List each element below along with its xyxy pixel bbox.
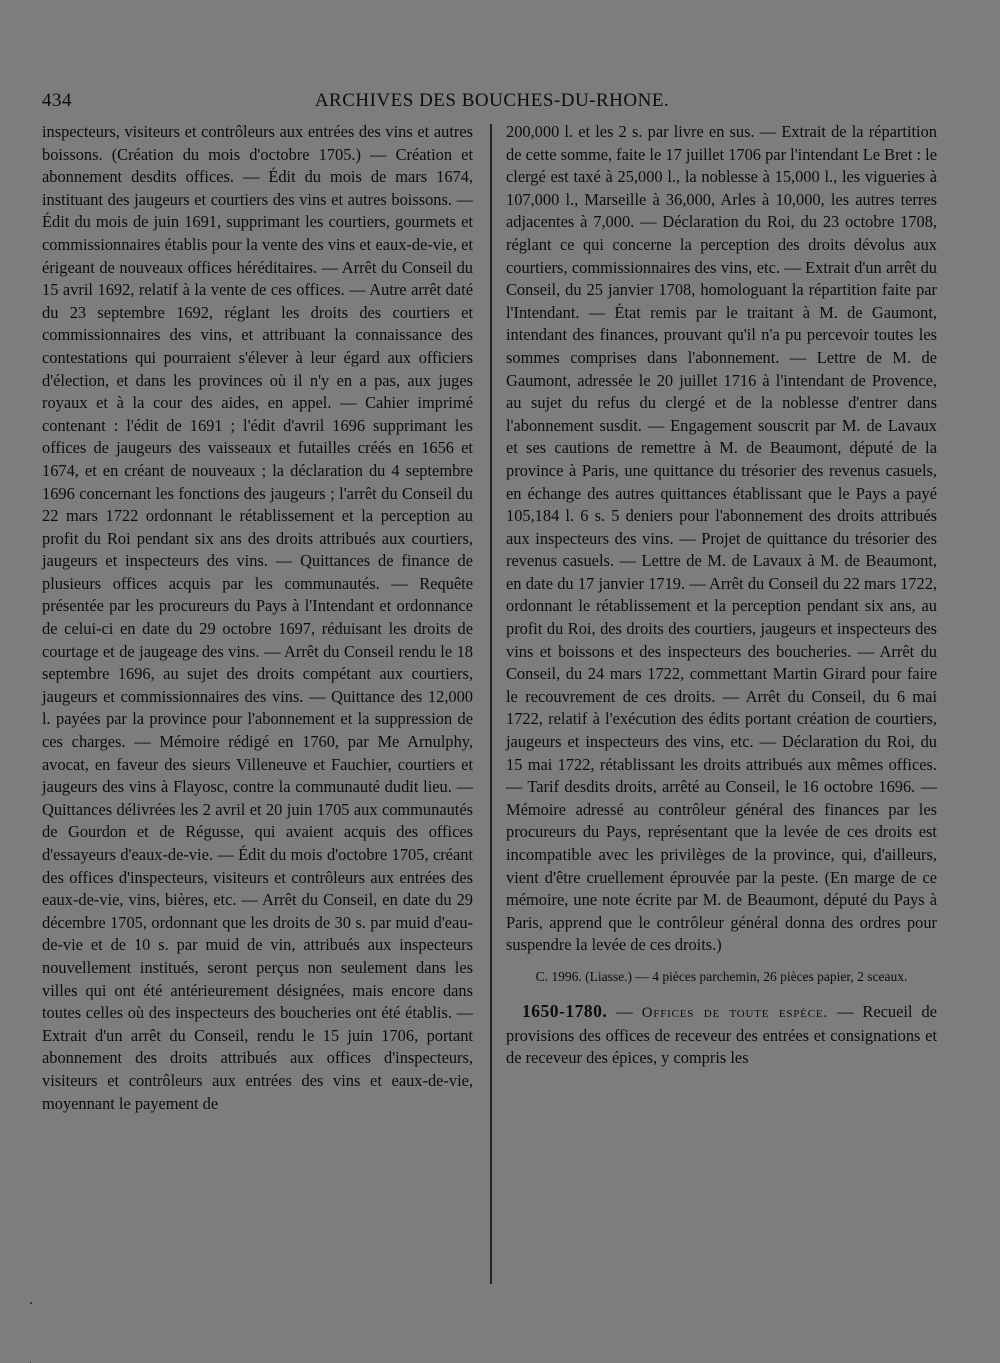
next-entry (506, 1000, 937, 1070)
paper-speck (30, 1302, 32, 1304)
right-column-text: 200,000 l. et les 2 s. par livre en sus. — Extrait de la répartition de cette somme, faite le 17 juillet 1706 par l'intendant Le Bret : le clergé est taxé à 25,000 l., la noblesse à 15,000 l., les vigueries à 107,000 l., Marseille à 36,000, Arles à 10,000, les autres terres adjacentes à 7,000. — Déclaration du Roi, du 23 octobre 1708, réglant ce qui concerne la perception des droits dévolus aux courtiers, commissionnaires des vins, etc. — Extrait d'un arrêt du Conseil, du 25 janvier 1708, homologuant la répartition faite par l'Intendant. — État remis par le traitant à M. de Gaumont, intendant des finances, prouvant qu'il n'a pu percevoir toutes les sommes comprises dans l'abonnement. — Lettre de M. de Gaumont, adressée le 20 juillet 1716 à l'intendant de Provence, au sujet du refus du clergé et de la noblesse d'entrer dans l'abonnement susdit. — Engagement souscrit par M. de Lavaux et ses cautions de remettre à M. de Beaumont, député de la province à Paris, une quittance du trésorier des revenus casuels, en échange des autres quittances établissant que le Pays a payé 105,184 l. 6 s. 5 deniers pour l'abonnement des droits attribués aux inspecteurs des vins. — Projet de quittance du trésorier des revenus casuels. — Lettre de M. de Lavaux à M. de Beaumont, en date du 17 janvier 1719. — Arrêt du Conseil du 22 mars 1722, ordonnant le rétablissement et la perception pendant six ans, au profit du Roi, des droits des courtiers, jaugeurs et inspecteurs des vins et boissons et des inspecteurs des boucheries. — Arrêt du Conseil, du 24 mars 1722, commettant Martin Girard pour faire le recouvrement de ces droits. — Arrêt du Conseil, du 6 mai 1722, relatif à l'exécution des édits portant création de courtiers, jaugeurs et inspecteurs des vins, etc. — Déclaration du Roi, du 15 mai 1722, rétablissant les droits attribués aux mêmes offices. — Tarif desdits droits, arrêté au Conseil, le 16 octobre 1696. — Mémoire adressé au contrôleur général des finances par les procureurs du Pays, représentant que la levée de ces droits est incompatible avec les privilèges de la province, qui, d'ailleurs, vient d'être cruellement éprouvée par la peste. (En marge de ce mémoire, une note écrite par M. de Beaumont, député du Pays à Paris, apprend que le contrôleur général donna des ordres pour suspendre la levée de ces droits.) (506, 122, 937, 955)
left-column-text: inspecteurs, visiteurs et contrôleurs aux entrées des vins et autres boissons. (Création du mois d'octobre 1705.) — Création et abonnement desdits offices. — Édit du mois de mars 1674, instituant des jaugeurs et courtiers des vins et autres boissons. — Édit du mois de juin 1691, supprimant les courtiers, gourmets et commissionnaires établis pour la vente des vins et eaux-de-vie, et érigeant de nouveaux offices héréditaires. — Arrêt du Conseil du 15 avril 1692, relatif à la vente de ces offices. — Autre arrêt daté du 23 septembre 1692, réglant les droits des courtiers et commissionnaires des vins, et attribuant la connaissance des contestations qui pourraient s'élever à leur égard aux officiers d'élection, et dans les provinces où il n'y en a pas, aux juges royaux et à la cour des aides, en appel. — Cahier imprimé contenant : l'édit de 1691 ; l'édit d'avril 1696 supprimant les offices de jaugeurs des vaisseaux et futailles créés en 1656 et 1674, et en créant de nouveaux ; la déclaration du 4 septembre 1696 concernant les fonctions des jaugeurs ; l'arrêt du Conseil du 22 mars 1722 ordonnant le rétablissement et la perception au profit du Roi pendant six ans des droits attribués aux courtiers, jaugeurs et inspecteurs des vins. — Quittances de finance de plusieurs offices acquis par les communautés. — Requête présentée par les procureurs du Pays à l'Intendant et ordonnance de celui-ci en date du 29 octobre 1697, réduisant les droits de courtage et de jaugeage des vins. — Arrêt du Conseil rendu le 18 septembre 1696, au sujet des droits compétant aux courtiers, jaugeurs et commissionnaires des vins. — Quittance des 12,000 l. payées par la province pour l'abonnement et la suppression de ces charges. — Mémoire rédigé en 1760, par Me Arnulphy, avocat, en faveur des sieurs Villeneuve et Fauchier, courtiers et jaugeurs des vins à Flayosc, contre la communauté dudit lieu. — Quittances délivrées les 2 avril et 20 juin 1705 aux communautés de Gourdon et de Régusse, qui avaient acquis des offices d'essayeurs d'eaux-de-vie. — Édit du mois d'octobre 1705, créant des offices d'inspecteurs, visiteurs et contrôleurs aux entrées des eaux-de-vie, vins, bières, etc. — Arrêt du Conseil, en date du 29 décembre 1705, ordonnant que les droits de 30 s. par muid d'eau-de-vie et de 10 s. par muid de vin, attribués aux inspecteurs nouvellement institués, seront perçus non seulement dans les villes qui ont été antérieurement désignées, mais encore dans toutes celles où des inspecteurs des boucheries ont été établis. — Extrait d'un arrêt du Conseil, rendu le 15 juin 1706, portant abonnement des droits attribués aux offices d'inspecteurs, visiteurs et contrôleurs aux entrées des vins et eaux-de-vie, moyennant le payement de (42, 122, 473, 1113)
column-divider (490, 124, 492, 1284)
entry-date: 1650-1780. (522, 1000, 608, 1021)
running-header (42, 90, 942, 116)
archive-cote: C. 1996. (Liasse.) — 4 pièces parchemin, 26 pièces papier, 2 sceaux. (535, 968, 908, 984)
page-number: 434 (42, 90, 72, 111)
entry-separator: — (607, 1001, 642, 1021)
right-column (506, 121, 937, 1070)
entry-title: Offices de toute espèce. (641, 1004, 828, 1021)
archive-title: ARCHIVES DES BOUCHES-DU-RHONE. (314, 90, 670, 111)
left-column (42, 121, 473, 1115)
entry-text: — Recueil de provisions des offices de receveur des entrées et consignations et de receveur des épices, y compris les (506, 1001, 937, 1068)
